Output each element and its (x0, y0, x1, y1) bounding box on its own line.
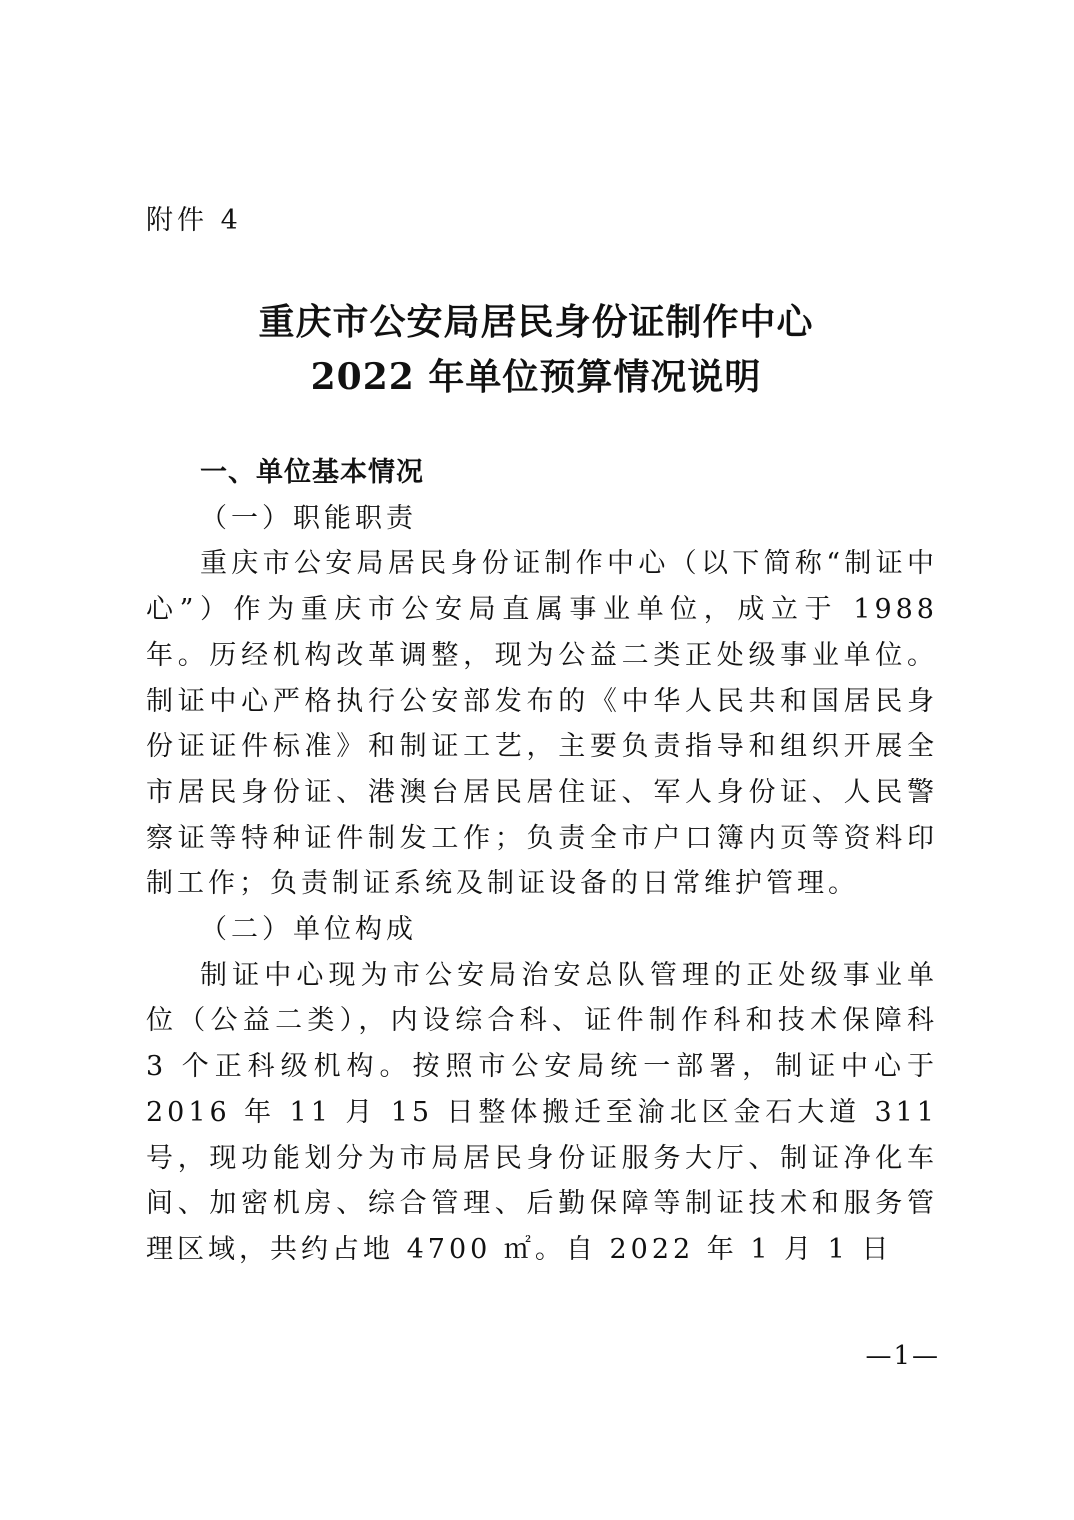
document-title (146, 295, 926, 405)
section-heading: 一、单位基本情况 (200, 457, 424, 488)
document-body (146, 450, 938, 1273)
title-line-2: 2022 年单位预算情况说明 (310, 356, 762, 398)
paragraph: 重庆市公安局居民身份证制作中心（以下简称“制证中心”）作为重庆市公安局直属事业单位，成立于 1988 年。历经机构改革调整，现为公益二类正处级事业单位。制证中心严格执行公安部发布的《中华人民共和国居民身份证证件标准》和制证工艺，主要负责指导和组织开展全市居民身份证、港澳台居民居住证、军人身份证、人民警察证等特种证件制发工作；负责全市户口簿内页等资料印制工作；负责制证系统及制证设备的日常维护管理。 (146, 548, 938, 900)
paragraph: 制证中心现为市公安局治安总队管理的正处级事业单位（公益二类），内设综合科、证件制作科和技术保障科 3 个正科级机构。按照市公安局统一部署，制证中心于 2016 年 11 月 15 日整体搬迁至渝北区金石大道 311 号，现功能划分为市局居民身份证服务大厅、制证净化车间、加密机房、综合管理、后勤保障等制证技术和服务管理区域，共约占地 4700 ㎡。自 2022 年 1 月 1 日 (146, 959, 938, 1265)
subsection-heading: （二）单位构成 (200, 914, 417, 946)
title-line-1: 重庆市公安局居民身份证制作中心 (258, 301, 814, 343)
attachment-label: 附件 4 (146, 205, 242, 236)
page-number: —1— (865, 1341, 940, 1371)
subsection-heading: （一）职能职责 (200, 502, 417, 534)
